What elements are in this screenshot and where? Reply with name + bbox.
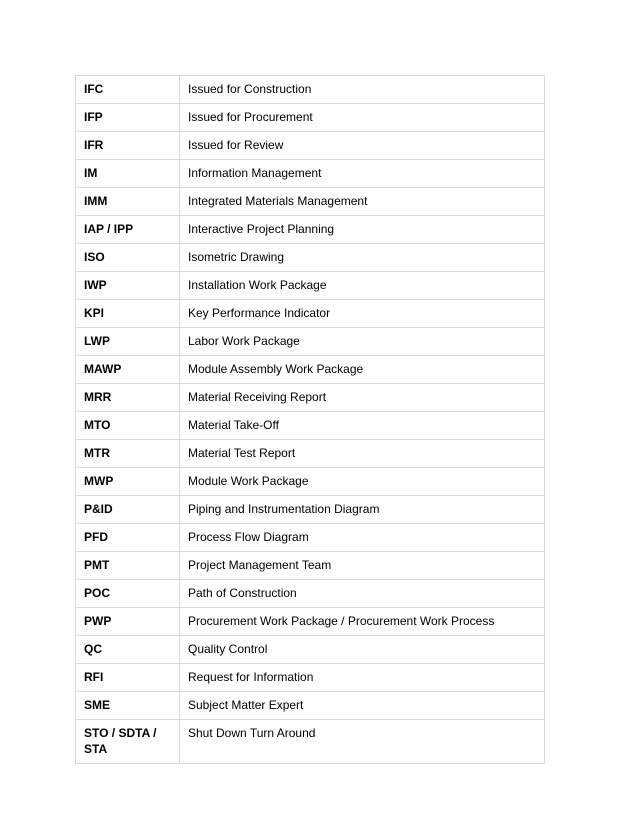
abbreviation-cell: IFR xyxy=(76,132,180,160)
table-row xyxy=(76,272,545,300)
definition-cell: Material Receiving Report xyxy=(180,384,545,412)
table-row xyxy=(76,76,545,104)
definition-cell: Key Performance Indicator xyxy=(180,300,545,328)
abbreviation-cell: MTR xyxy=(76,440,180,468)
definition-cell: Material Test Report xyxy=(180,440,545,468)
definition-cell: Subject Matter Expert xyxy=(180,692,545,720)
table-row xyxy=(76,636,545,664)
abbreviation-cell: MAWP xyxy=(76,356,180,384)
table-row xyxy=(76,384,545,412)
definition-cell: Integrated Materials Management xyxy=(180,188,545,216)
definition-cell: Issued for Procurement xyxy=(180,104,545,132)
definition-cell: Information Management xyxy=(180,160,545,188)
table-row xyxy=(76,132,545,160)
abbreviation-cell: P&ID xyxy=(76,496,180,524)
abbreviation-cell: IFP xyxy=(76,104,180,132)
table-row xyxy=(76,580,545,608)
table-row xyxy=(76,468,545,496)
table-row xyxy=(76,552,545,580)
definition-cell: Installation Work Package xyxy=(180,272,545,300)
definition-cell: Path of Construction xyxy=(180,580,545,608)
table-row xyxy=(76,692,545,720)
definition-cell: Labor Work Package xyxy=(180,328,545,356)
glossary-table xyxy=(75,75,545,764)
abbreviation-cell: MRR xyxy=(76,384,180,412)
definition-cell: Issued for Construction xyxy=(180,76,545,104)
definition-cell: Piping and Instrumentation Diagram xyxy=(180,496,545,524)
table-row xyxy=(76,160,545,188)
definition-cell: Request for Information xyxy=(180,664,545,692)
definition-cell: Process Flow Diagram xyxy=(180,524,545,552)
definition-cell: Isometric Drawing xyxy=(180,244,545,272)
table-row xyxy=(76,328,545,356)
definition-cell: Material Take-Off xyxy=(180,412,545,440)
table-row xyxy=(76,720,545,764)
abbreviation-cell: LWP xyxy=(76,328,180,356)
abbreviation-cell: RFI xyxy=(76,664,180,692)
table-row xyxy=(76,188,545,216)
table-row xyxy=(76,216,545,244)
definition-cell: Procurement Work Package / Procurement Work Process xyxy=(180,608,545,636)
table-row xyxy=(76,440,545,468)
table-row xyxy=(76,412,545,440)
definition-cell: Module Assembly Work Package xyxy=(180,356,545,384)
definition-cell: Interactive Project Planning xyxy=(180,216,545,244)
abbreviation-cell: SME xyxy=(76,692,180,720)
abbreviation-cell: PMT xyxy=(76,552,180,580)
abbreviation-cell: QC xyxy=(76,636,180,664)
abbreviation-cell: MWP xyxy=(76,468,180,496)
definition-cell: Quality Control xyxy=(180,636,545,664)
table-row xyxy=(76,608,545,636)
definition-cell: Module Work Package xyxy=(180,468,545,496)
table-row xyxy=(76,300,545,328)
definition-cell: Issued for Review xyxy=(180,132,545,160)
table-row xyxy=(76,664,545,692)
abbreviation-cell: POC xyxy=(76,580,180,608)
abbreviation-cell: STO / SDTA / STA xyxy=(76,720,180,764)
abbreviation-cell: IMM xyxy=(76,188,180,216)
table-row xyxy=(76,496,545,524)
table-row xyxy=(76,104,545,132)
definition-cell: Shut Down Turn Around xyxy=(180,720,545,764)
definition-cell: Project Management Team xyxy=(180,552,545,580)
abbreviation-cell: ISO xyxy=(76,244,180,272)
table-row xyxy=(76,524,545,552)
abbreviation-cell: IM xyxy=(76,160,180,188)
glossary-table-body xyxy=(76,76,545,764)
abbreviation-cell: MTO xyxy=(76,412,180,440)
abbreviation-cell: IWP xyxy=(76,272,180,300)
abbreviation-cell: IFC xyxy=(76,76,180,104)
abbreviation-cell: IAP / IPP xyxy=(76,216,180,244)
abbreviation-cell: KPI xyxy=(76,300,180,328)
table-row xyxy=(76,356,545,384)
table-row xyxy=(76,244,545,272)
abbreviation-cell: PFD xyxy=(76,524,180,552)
abbreviation-cell: PWP xyxy=(76,608,180,636)
